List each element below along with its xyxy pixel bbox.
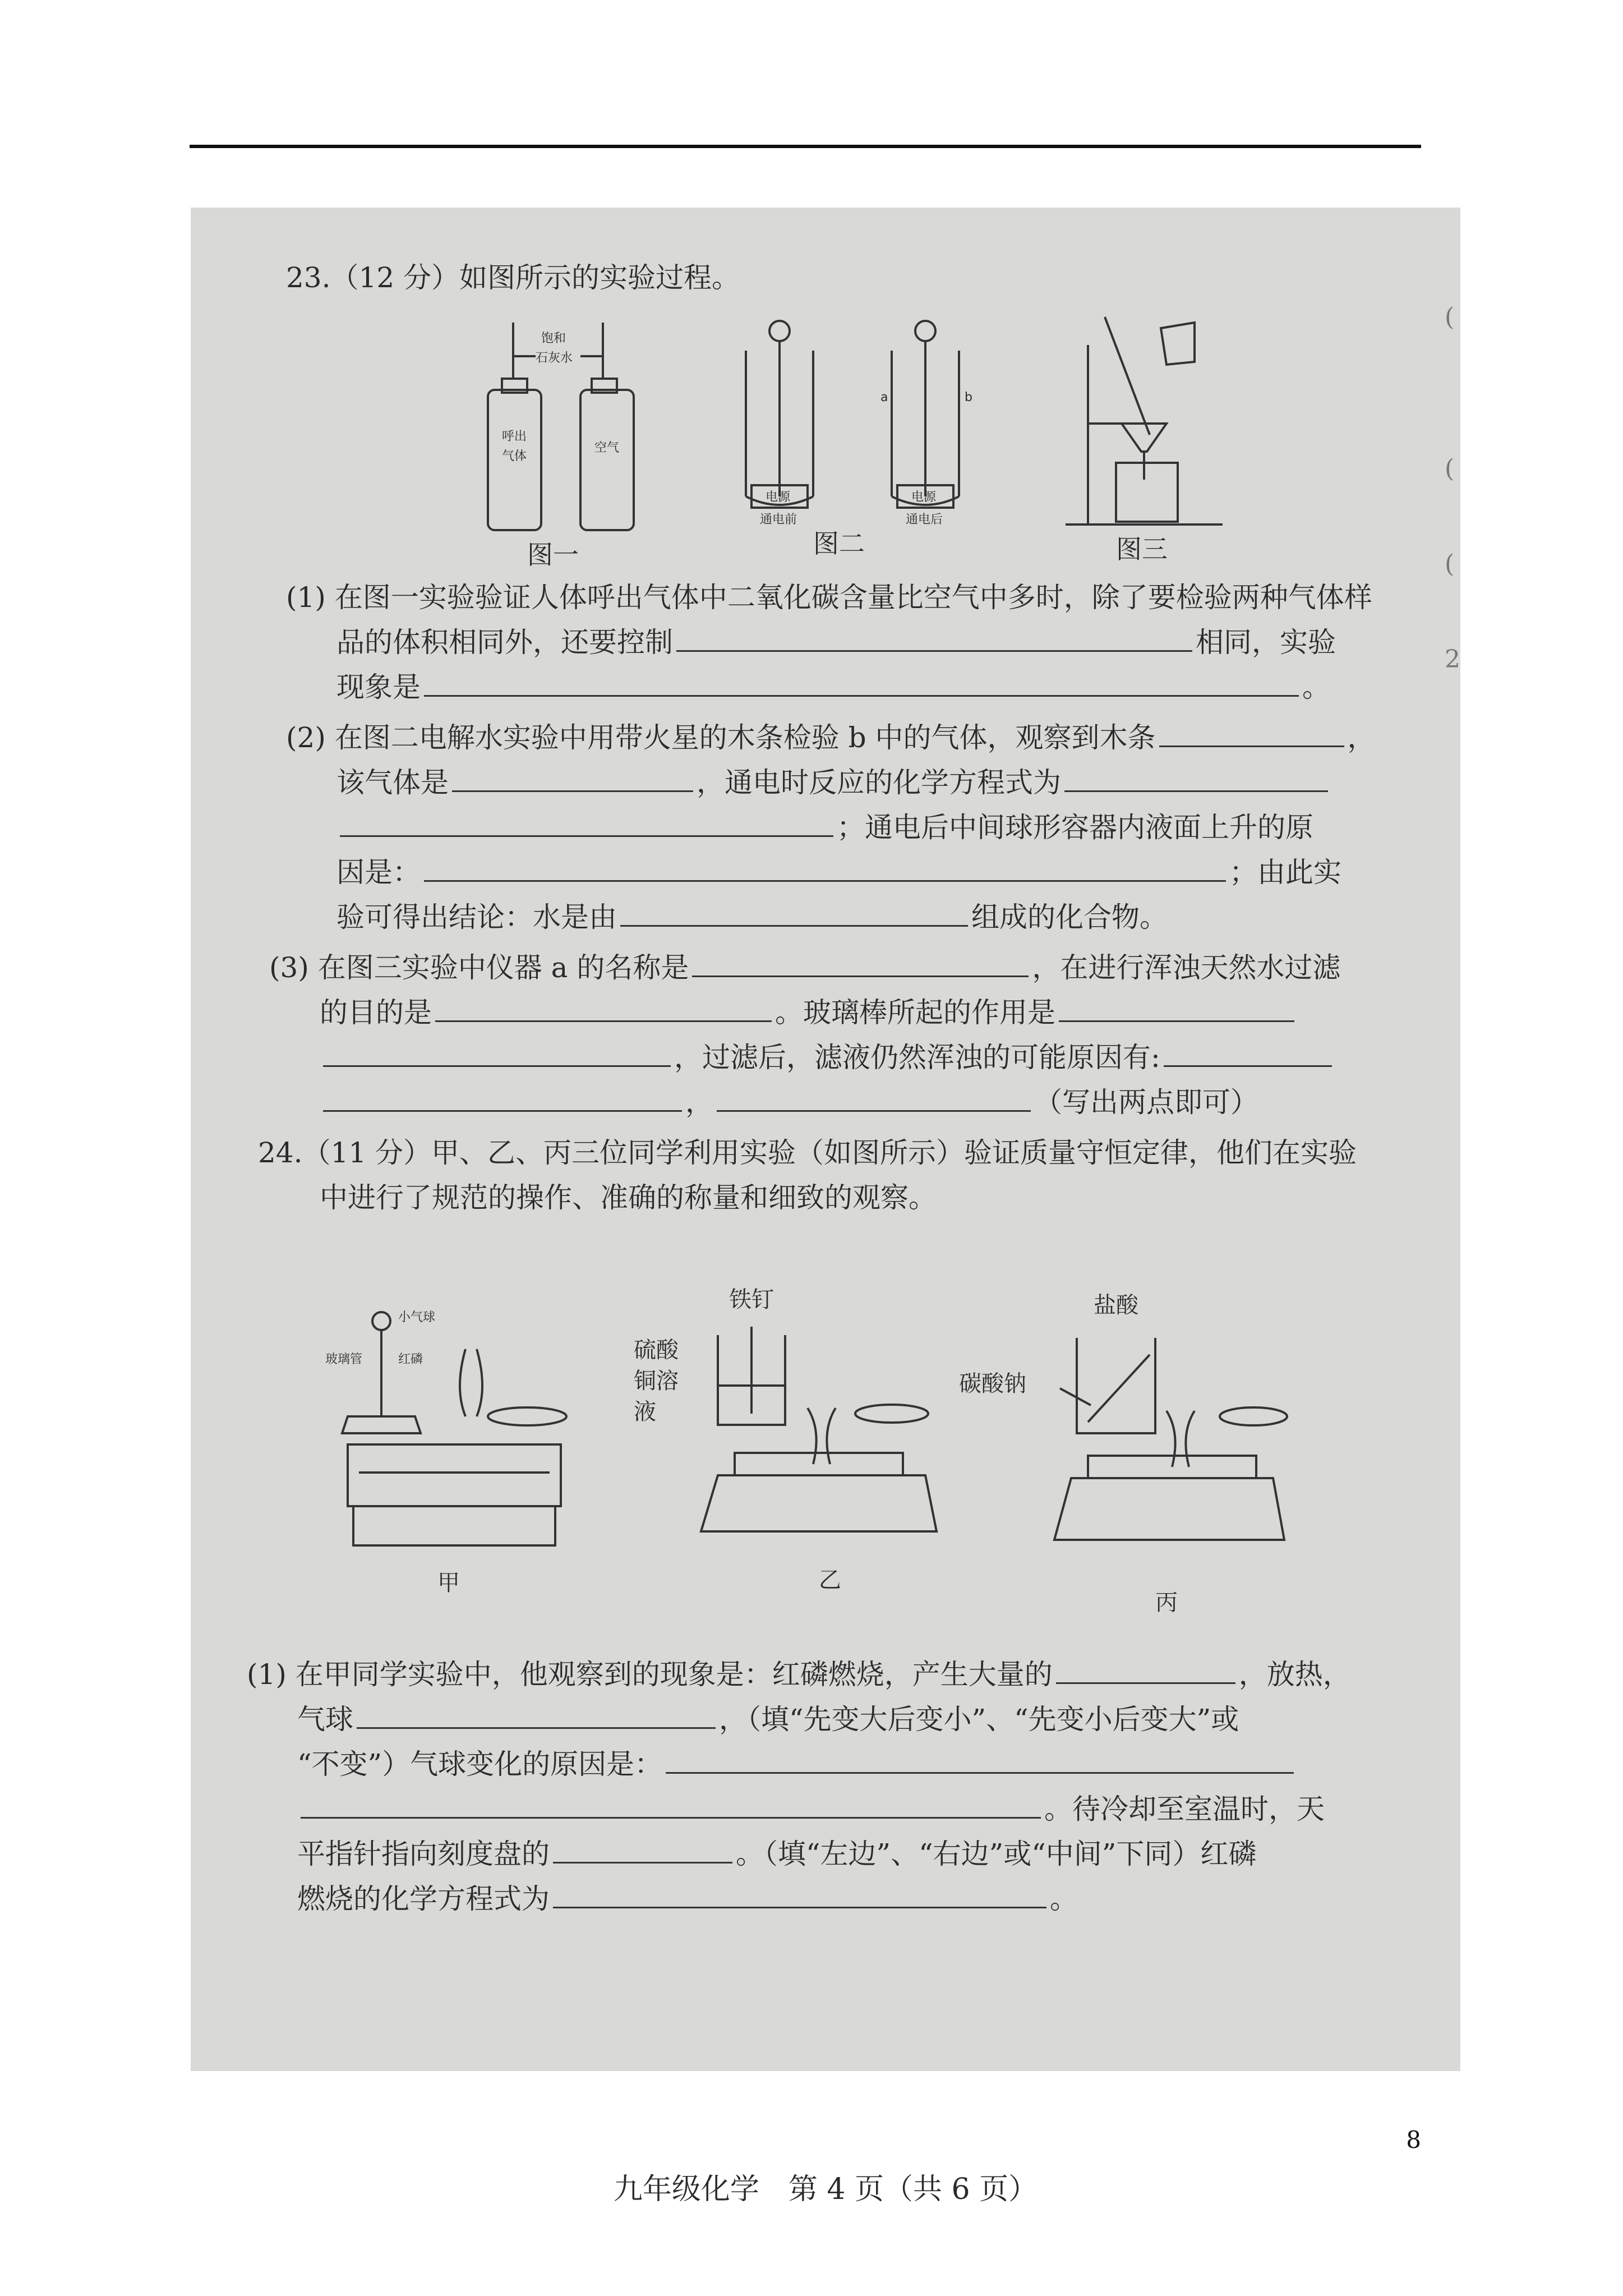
fig1-left-label-2: 气体 [502,449,527,463]
jia-phosphorus-label: 红磷 [398,1352,423,1366]
edge-mark: ( [1445,303,1455,332]
header-rule [190,145,1421,148]
q24-p1-line1-text-a: (1) 在甲同学实验中，他观察到的现象是：红磷燃烧，产生大量的 [247,1658,1053,1691]
q23-p2-line1-text-a: (2) 在图二电解水实验中用带火星的木条检验 b 中的气体，观察到木条 [286,721,1156,754]
q23-phenomenon-blank[interactable] [424,670,1299,697]
q23-cause-blank-2[interactable] [323,1085,682,1112]
fig2-after: 通电后 [906,513,943,527]
q23-p3-line1 [269,951,1340,984]
q23-cause-blank-3[interactable] [717,1085,1031,1112]
figure-jia [325,1304,594,1596]
q24-reason-blank[interactable] [666,1747,1294,1774]
q23-p1-line3 [336,670,1330,704]
exam-footer: 九年级化学 第 4 页（共 6 页） [613,2173,1038,2206]
q23-control-blank[interactable] [676,625,1192,652]
q24-equation-blank[interactable] [553,1882,1046,1908]
q23-instrument-blank[interactable] [692,951,1029,977]
fig2-power-left: 电源 [766,490,791,504]
q23-p1-line2-text-b: 相同，实验 [1196,626,1336,659]
bing-caption: 丙 [1155,1590,1178,1616]
fig2-b: b [965,390,972,404]
figure-bing [942,1287,1290,1618]
jia-balloon-label: 小气球 [398,1310,436,1324]
q24-p1-line4 [297,1792,1325,1826]
q23-p2-line3 [336,811,1313,844]
fig2-caption: 图二 [813,528,865,559]
q24-p1-line6 [297,1882,1078,1916]
q23-p3-line2 [320,996,1298,1029]
q24-smoke-blank[interactable] [1056,1658,1235,1684]
fig2-a: a [880,390,888,404]
q23-equation-blank[interactable] [1064,766,1328,792]
q23-p3-line1-text-a: (3) 在图三实验中仪器 a 的名称是 [269,951,689,984]
q24-p1-line5-text-b: 。（填“左边”、“右边”或“中间”下同）红磷 [736,1838,1257,1870]
q24-p1-line6-text-b: 。 [1050,1883,1078,1915]
q23-reason-blank[interactable] [424,855,1226,882]
yi-caption: 乙 [819,1567,841,1593]
q23-rod-role-blank[interactable] [1059,996,1294,1022]
fig1-reagent-bottom: 石灰水 [536,351,573,365]
q23-p3-line4-text-a: ， [685,1086,713,1119]
q23-p2-line1-text-b: ， [1347,721,1376,754]
bing-carbonate-label: 碳酸钠 [959,1371,1026,1397]
q23-p3-line2-text-a: 的目的是 [320,996,432,1029]
q23-p2-line4-text-a: 因是： [336,856,421,889]
q24-p1-line4-text: 。待冷却至室温时，天 [1044,1793,1325,1825]
bing-acid-label: 盐酸 [1094,1292,1138,1318]
edge-mark: 2 [1445,645,1460,674]
q23-gas-blank[interactable] [452,766,693,792]
q24-header-line1: 24.（11 分）甲、乙、丙三位同学利用实验（如图所示）验证质量守恒定律，他们在实验 [258,1137,1357,1169]
q23-p1-line2-text-a: 品的体积相同外，还要控制 [336,626,673,659]
figure-yi [634,1285,937,1599]
q24-p1-line2-text-b: ，（填“先变大后变小”、“先变小后变大”或 [719,1703,1239,1736]
q24-p1-line2 [297,1703,1239,1736]
yi-solution-1: 硫酸 [634,1337,679,1363]
q24-p1-line3 [297,1747,1297,1781]
q24-p1-line6-text-a: 燃烧的化学方程式为 [297,1883,550,1915]
q23-cause-blank-1[interactable] [1164,1041,1332,1067]
figure-2 [729,317,1043,564]
fig2-power-right: 电源 [911,490,937,504]
q23-p3-line2-text-b: 。玻璃棒所起的作用是 [775,996,1055,1029]
q23-p2-line1 [286,721,1376,754]
q24-p1-line3-text: “不变”）气球变化的原因是： [297,1748,663,1780]
jia-tube-label: 玻璃管 [325,1352,363,1366]
q23-p3-line4 [320,1085,1258,1119]
q23-splint-blank[interactable] [1159,721,1344,747]
yi-solution-2: 铜溶 [634,1368,679,1394]
q23-p2-line4 [336,855,1341,889]
q23-p3-line3-text: ，过滤后，滤液仍然浑浊的可能原因有: [674,1041,1160,1074]
q24-p1-line5-text-a: 平指针指向刻度盘的 [297,1838,550,1870]
q23-composition-blank[interactable] [620,900,968,927]
yi-nail-label: 铁钉 [729,1287,774,1313]
jia-caption: 甲 [437,1570,460,1596]
q23-p1-line1: (1) 在图一实验验证人体呼出气体中二氧化碳含量比空气中多时，除了要检验两种气体样 [286,581,1372,614]
yi-solution-3: 液 [634,1399,656,1425]
q24-p1-line2-text-a: 气球 [297,1703,353,1736]
fig1-right-label: 空气 [594,441,620,455]
q23-p1-line2 [336,625,1336,659]
fig3-caption: 图三 [1116,534,1168,564]
q23-p3-line1-text-b: ，在进行浑浊天然水过滤 [1032,951,1341,984]
page-number: 8 [1406,2126,1421,2154]
q23-rod-role-blank-2[interactable] [323,1041,671,1067]
q23-p2-line5-text-b: 组成的化合物。 [971,901,1168,933]
q23-p2-line4-text-b: ；由此实 [1229,856,1341,889]
q23-purpose-blank[interactable] [435,996,772,1022]
q23-p3-line3 [320,1041,1335,1074]
q23-p2-line5-text-a: 验可得出结论：水是由 [336,901,617,933]
q23-p2-line5 [336,900,1168,934]
fig1-reagent-top: 饱和 [541,332,566,346]
q23-p2-line2-text-b: ，通电时反应的化学方程式为 [697,766,1061,799]
fig1-left-label-1: 呼出 [502,430,527,444]
q23-header: 23.（12 分）如图所示的实验过程。 [286,261,740,294]
q23-p2-line2 [336,766,1331,799]
fig1-caption: 图一 [527,540,579,570]
q24-header-line2: 中进行了规范的操作、准确的称量和细致的观察。 [320,1181,937,1214]
q24-p1-line1 [247,1658,1351,1691]
q23-p2-line2-text-a: 该气体是 [336,766,449,799]
q23-p2-line3-text: ；通电后中间球形容器内液面上升的原 [837,811,1313,844]
q24-p1-line1-text-b: ，放热， [1238,1658,1351,1691]
fig2-before: 通电前 [760,513,797,527]
q23-equation-blank-2[interactable] [340,811,833,837]
scanned-exam-page [191,208,1460,2206]
q24-p1-line5 [297,1837,1256,1871]
edge-mark: ( [1445,550,1455,578]
figure-1 [482,317,707,569]
q23-p1-line3-text-a: 现象是 [336,671,421,703]
q23-p3-line4-text-b: （写出两点即可） [1034,1086,1258,1119]
figure-3 [1054,311,1234,564]
q24-pointer-blank[interactable] [553,1837,732,1864]
q24-reason-blank-2[interactable] [301,1792,1041,1819]
q23-p1-line3-text-b: 。 [1302,671,1330,703]
q24-balloon-blank[interactable] [357,1703,716,1729]
edge-mark: ( [1445,454,1455,483]
